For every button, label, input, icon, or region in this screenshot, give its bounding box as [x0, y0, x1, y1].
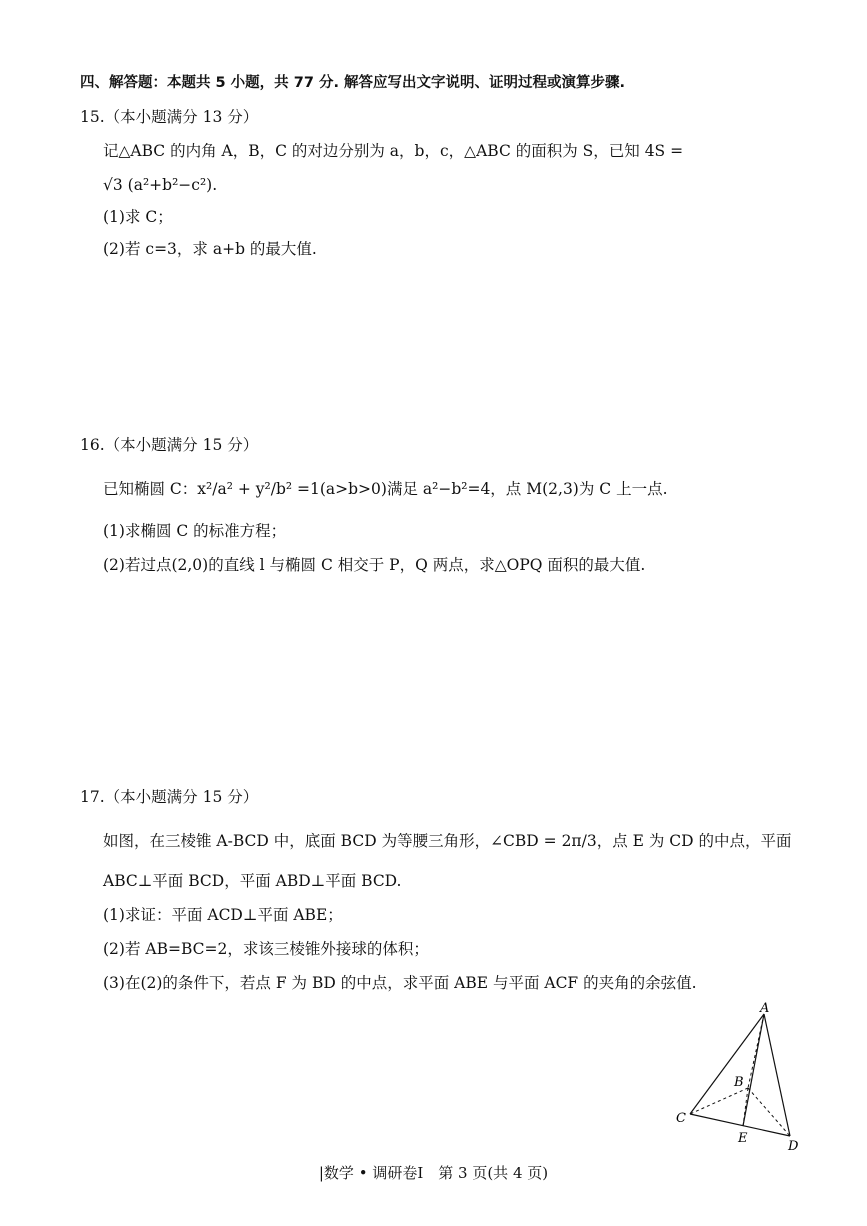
- q17-stem-line1: 如图，在三棱锥 A-BCD 中，底面 BCD 为等腰三角形，∠CBD = 2π/3，点 E 为 CD 的中点，平面: [103, 832, 792, 850]
- edge-AC: [690, 1014, 764, 1114]
- page-footer: |数学 • 调研卷Ⅰ 第 3 页(共 4 页): [318, 1164, 549, 1182]
- q17-stem-line2: ABC⊥平面 BCD，平面 ABD⊥平面 BCD.: [103, 872, 402, 890]
- q15-part1: (1)求 C；: [103, 208, 173, 226]
- label-A: A: [760, 1001, 770, 1016]
- q15-stem-line1: 记△ABC 的内角 A，B，C 的对边分别为 a，b，c，△ABC 的面积为 S，已知 4S =: [103, 142, 684, 160]
- q16-part2: (2)若过点(2,0)的直线 l 与椭圆 C 相交于 P，Q 两点，求△OPQ 面积的最大值.: [103, 556, 646, 574]
- section-heading: 四、解答题：本题共 5 小题，共 77 分. 解答应写出文字说明、证明过程或演算步骤.: [80, 75, 626, 91]
- edge-BC: [690, 1088, 748, 1114]
- edge-AD: [764, 1014, 790, 1136]
- q15-stem-line2: √3 (a²+b²−c²).: [103, 176, 218, 194]
- label-E: E: [738, 1131, 748, 1146]
- q15-title: 15.（本小题满分 13 分）: [80, 108, 259, 126]
- label-C: C: [676, 1111, 686, 1126]
- q17-part2: (2)若 AB=BC=2，求该三棱锥外接球的体积；: [103, 940, 429, 958]
- q16-part1: (1)求椭圆 C 的标准方程；: [103, 522, 287, 540]
- q16-stem: 已知椭圆 C：x²/a² + y²/b² =1(a>b>0)满足 a²−b²=4，点 M(2,3)为 C 上一点.: [103, 480, 668, 498]
- edge-AE: [743, 1014, 764, 1126]
- q17-part3: (3)在(2)的条件下，若点 F 为 BD 的中点，求平面 ABE 与平面 ACF 的夹角的余弦值.: [103, 974, 697, 992]
- q17-title: 17.（本小题满分 15 分）: [80, 788, 259, 806]
- q15-part2: (2)若 c=3，求 a+b 的最大值.: [103, 240, 317, 258]
- q17-part1: (1)求证：平面 ACD⊥平面 ABE；: [103, 906, 343, 924]
- edge-BE: [743, 1088, 748, 1126]
- label-D: D: [788, 1139, 799, 1154]
- tetrahedron-figure: [668, 1000, 808, 1160]
- q16-title: 16.（本小题满分 15 分）: [80, 436, 259, 454]
- edge-BD: [748, 1088, 790, 1136]
- label-B: B: [734, 1075, 744, 1090]
